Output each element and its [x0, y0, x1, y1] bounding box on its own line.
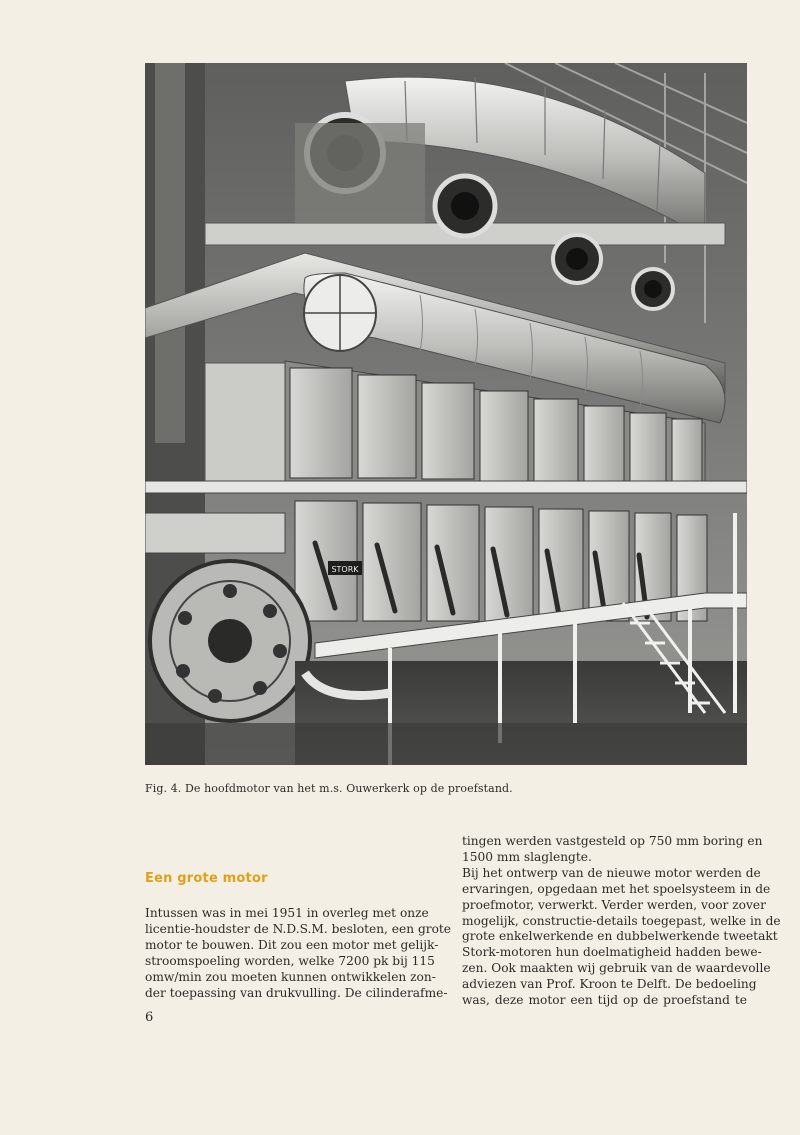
left-column — [145, 906, 452, 1001]
paragraph-line: adviezen van Prof. Kroon te Delft. De bedoeling — [462, 977, 757, 992]
engine-photo — [145, 63, 747, 765]
paragraph-line: mogelijk, constructie-details toegepast, welke in de — [462, 913, 781, 928]
paragraph-line: stroomspoeling worden, welke 7200 pk bij 115 — [145, 953, 435, 968]
paragraph-line: omw/min zou moeten kunnen ontwikkelen zon- — [145, 969, 436, 984]
paragraph-line: ervaringen, opgedaan met het spoelsysteem in de — [462, 881, 771, 896]
paragraph-line: tingen werden vastgesteld op 750 mm boring en — [462, 834, 763, 848]
paragraph-line: zen. Ook maakten wij gebruik van de waardevolle — [462, 961, 771, 976]
paragraph-line: licentie-houdster de N.D.S.M. besloten, een grote — [145, 921, 452, 936]
paragraph-line: Stork-motoren hun doelmatigheid hadden bewe- — [462, 945, 762, 960]
page-number: 6 — [145, 1010, 154, 1025]
paragraph-line: Bij het ontwerp van de nieuwe motor werden de — [462, 865, 761, 880]
paragraph-line: der toepassing van drukvulling. De cilinderafme- — [145, 985, 448, 1000]
paragraph-line: proefmotor, verwerkt. Verder werden, voor zover — [462, 897, 766, 912]
section-heading: Een grote motor — [145, 871, 268, 886]
paragraph-line: 1500 mm slaglengte. — [462, 849, 592, 864]
stork-plate: STORK — [331, 565, 359, 574]
paragraph-line: grote enkelwerkende en dubbelwerkende tweetakt — [462, 929, 778, 944]
paragraph-line: motor te bouwen. Dit zou een motor met gelijk- — [145, 937, 439, 952]
paragraph-line: was, deze motor een tijd op de proefstand te — [462, 993, 747, 1008]
figure-caption: Fig. 4. De hoofdmotor van het m.s. Ouwerkerk op de proefstand. — [145, 782, 513, 795]
right-column — [462, 834, 781, 1009]
engine-photo-icon — [145, 63, 747, 765]
paragraph-line: Intussen was in mei 1951 in overleg met onze — [145, 906, 429, 920]
